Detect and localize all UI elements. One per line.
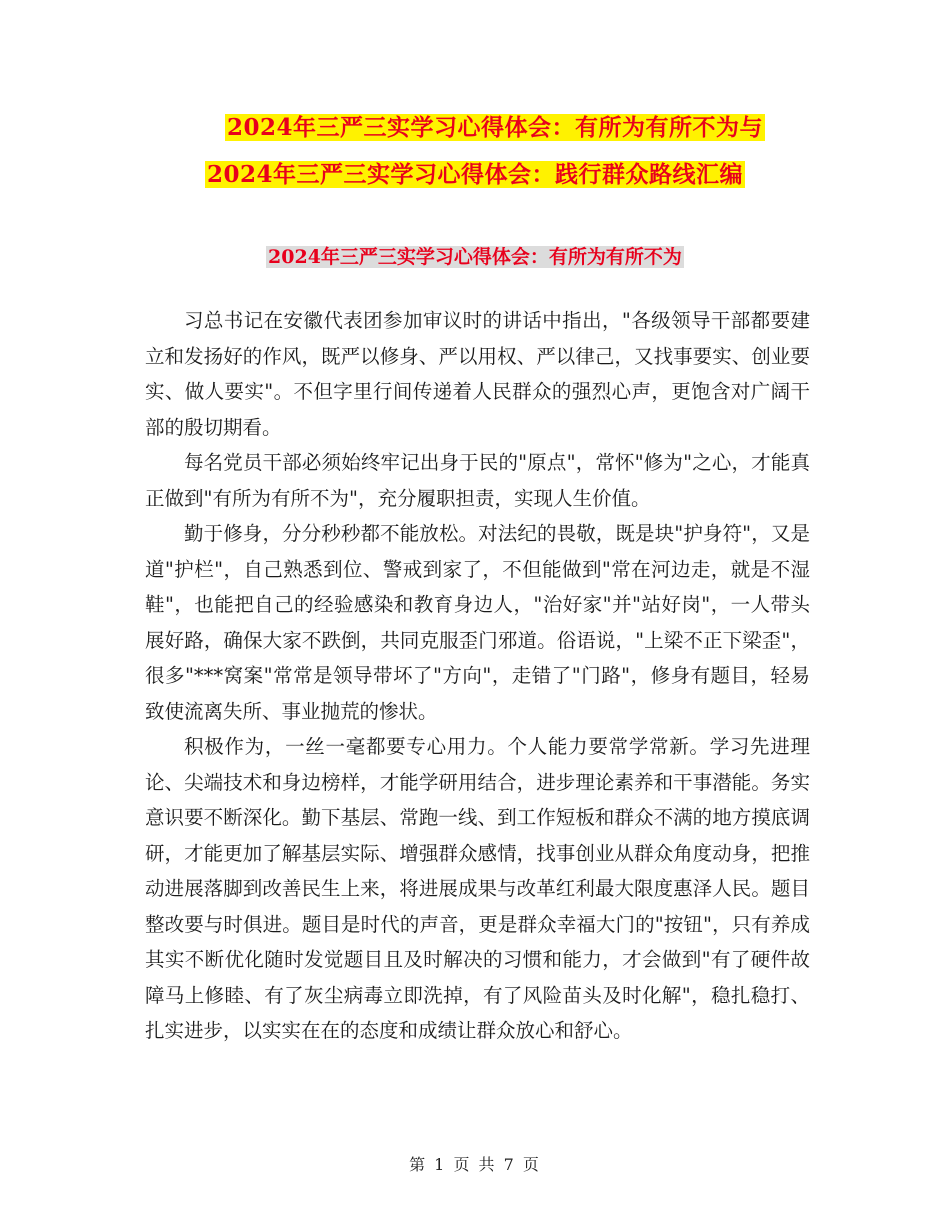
paragraph: 勤于修身，分分秒秒都不能放松。对法纪的畏敬，既是块"护身符"，又是道"护栏"，自己熟悉到位、警戒到家了，不但能做到"常在河边走，就是不湿鞋"，也能把自己的经验感染和教育身边人，"治好家"并"站好岗"，一人带头展好路，确保大家不跌倒，共同克服歪门邪道。俗语说，"上梁不正下梁歪"，很多"***窝案"常常是领导带坏了"方向"，走错了"门路"，修身有题目，轻易致使流离失所、事业抛荒的惨状。 [145,522,810,723]
paragraph: 积极作为，一丝一毫都要专心用力。个人能力要常学常新。学习先进理论、尖端技术和身边榜样，才能学研用结合，进步理论素养和干事潜能。务实意识要不断深化。勤下基层、常跑一线、到工作短板和群众不满的地方摸底调研，才能更加了解基层实际、增强群众感情，找事创业从群众角度动身，把推动进展落脚到改善民生上来，将进展成果与改革红利最大限度惠泽人民。题目整改要与时俱进。题目是时代的声音，更是群众幸福大门的"按钮"，只有养成其实不断优化随时发觉题目且及时解决的习惯和能力，才会做到"有了硬件故障马上修睦、有了灰尘病毒立即洗掉，有了风险苗头及时化解"，稳扎稳打、扎实进步，以实实在在的态度和成绩让群众放心和舒心。 [145,735,810,1042]
paragraph: 习总书记在安徽代表团参加审议时的讲话中指出，"各级领导干部都要建立和发扬好的作风，既严以修身、严以用权、严以律己，又找事要实、创业要实、做人要实"。不但字里行间传递着人民群众的强烈心声，更饱含对广阔干部的殷切期看。 [145,309,810,439]
page-footer: 第 1 页 共 7 页 [409,1155,541,1174]
section-title [0,241,950,273]
document-title-line-2 [0,155,950,195]
paragraph: 每名党员干部必须始终牢记出身于民的"原点"，常怀"修为"之心，才能真正做到"有所为有所不为"，充分履职担责，实现人生价值。 [145,451,810,510]
document-title-line-1 [0,108,950,148]
title-highlight: 2024年三严三实学习心得体会：有所为有所不为与 [226,114,763,141]
document-body [145,303,810,1049]
title-highlight: 2024年三严三实学习心得体会：践行群众路线汇编 [206,161,743,188]
section-title-highlight: 2024年三严三实学习心得体会：有所为有所不为 [268,246,682,268]
